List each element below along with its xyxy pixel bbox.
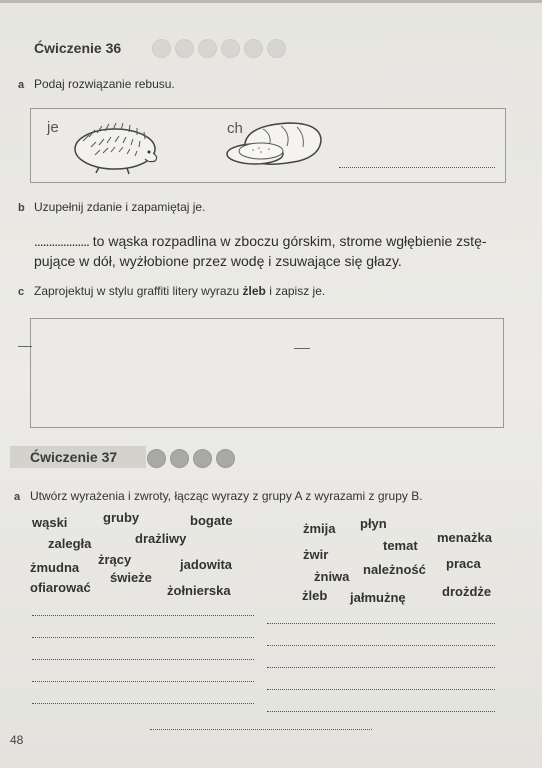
word-a: zaległa (48, 536, 92, 551)
sentence-blank[interactable]: ................... (34, 233, 89, 249)
answer-line[interactable] (32, 637, 254, 638)
word-a: jadowita (180, 557, 233, 572)
word-b: żmija (303, 521, 336, 536)
skill-icon (198, 39, 217, 58)
word-b: temat (383, 538, 418, 553)
word-a: drażliwy (135, 531, 187, 546)
skill-icon (244, 39, 263, 58)
answer-line[interactable] (267, 711, 495, 712)
exercise-37-title: Ćwiczenie 37 (30, 449, 118, 465)
answer-line[interactable] (32, 681, 254, 682)
exercise-36-title: Ćwiczenie 36 (34, 40, 122, 56)
answer-line[interactable] (267, 689, 495, 690)
skill-icon (147, 449, 166, 468)
bread-icon (225, 121, 325, 173)
answer-line[interactable] (32, 659, 254, 660)
exercise-36-skill-icons (152, 39, 290, 58)
word-a: żrący (98, 552, 132, 567)
task-letter-a: a (18, 79, 25, 91)
word-b: jałmużnę (350, 590, 406, 605)
word-a: świeże (110, 570, 152, 585)
word-b: żniwa (314, 569, 350, 584)
task-36a-instruction: Podaj rozwiązanie rebusu. (34, 77, 175, 91)
skill-icon (193, 449, 212, 468)
word-b: żleb (302, 588, 328, 603)
page-number: 48 (10, 733, 24, 747)
rebus-box (30, 108, 506, 183)
sentence-text-line2: pujące w dół, wyżłobione przez wodę i zsuwające się głazy. (34, 253, 402, 269)
answer-line[interactable] (339, 167, 495, 168)
skill-icon (152, 39, 171, 58)
answer-line[interactable] (32, 615, 254, 616)
word-a: ofiarować (30, 580, 91, 595)
sentence-text-line1: to wąska rozpadlina w zboczu górskim, strome wgłębienie zstę- (92, 233, 487, 249)
graffiti-drawing-box[interactable] (30, 318, 504, 428)
skill-icon (221, 39, 240, 58)
instruction-part: i zapisz je. (265, 284, 326, 298)
task-letter-c: c (18, 286, 25, 298)
margin-mark (18, 346, 32, 347)
task-letter-a: a (14, 491, 21, 503)
rebus-syllable-2: ch (227, 120, 243, 137)
answer-line[interactable] (32, 703, 254, 704)
skill-icon (170, 449, 189, 468)
task-36b-instruction: Uzupełnij zdanie i zapamiętaj je. (34, 200, 206, 214)
sentence-to-complete (34, 231, 514, 271)
word-b: drożdże (442, 584, 492, 599)
word-a: wąski (32, 515, 68, 530)
word-b: menażka (437, 530, 492, 545)
word-a: gruby (103, 510, 140, 525)
hedgehog-icon (69, 119, 161, 175)
task-letter-b: b (18, 202, 25, 214)
word-b: praca (446, 556, 481, 571)
word-a: bogate (190, 513, 233, 528)
page-top-edge (0, 0, 542, 3)
answer-line[interactable] (267, 645, 495, 646)
word-b: żwir (303, 547, 329, 562)
pencil-mark (294, 348, 310, 349)
task-37a-instruction: Utwórz wyrażenia i zwroty, łącząc wyrazy z grupy A z wyrazami z grupy B. (30, 489, 423, 503)
answer-line[interactable] (267, 623, 495, 624)
word-a: żołnierska (167, 583, 231, 598)
word-b: należność (363, 562, 426, 577)
instruction-part: Zaprojektuj w stylu graffiti litery wyrazu (34, 284, 243, 298)
word-a: żmudna (30, 560, 80, 575)
word-b: płyn (360, 516, 387, 531)
exercise-37-skill-icons (147, 449, 239, 468)
skill-icon (216, 449, 235, 468)
instruction-bold-word: żleb (242, 284, 266, 298)
answer-line[interactable] (150, 729, 372, 730)
task-36c-instruction (34, 284, 325, 298)
skill-icon (267, 39, 286, 58)
rebus-syllable-1: je (47, 119, 59, 136)
skill-icon (175, 39, 194, 58)
answer-line[interactable] (267, 667, 495, 668)
